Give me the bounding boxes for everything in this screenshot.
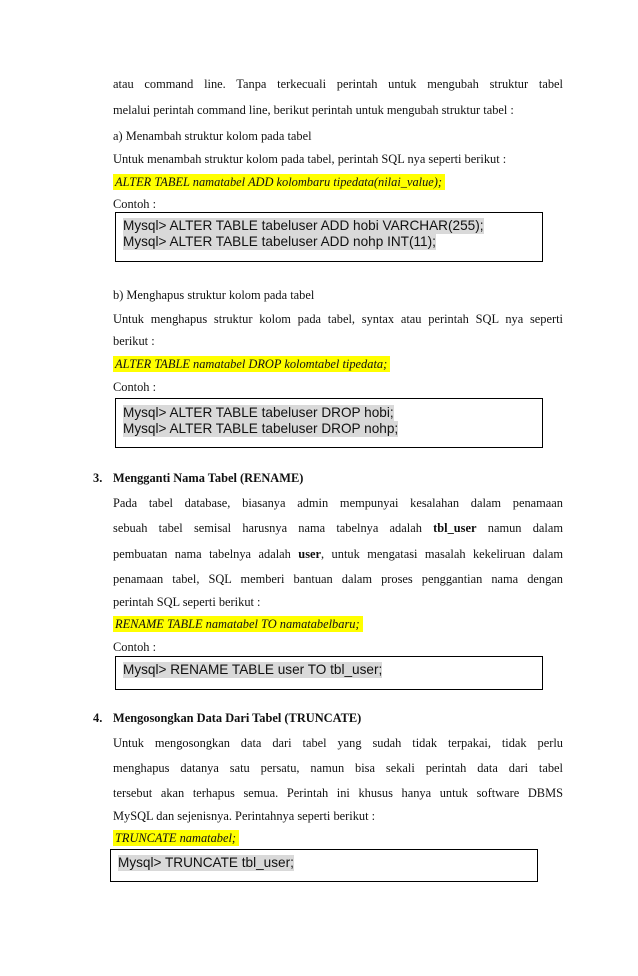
bold-user: user bbox=[298, 547, 322, 561]
section-3-line-2: sebuah tabel semisal harusnya nama tabelnya adalah tbl_user namun dalam bbox=[113, 521, 563, 535]
section-3-line-4: penamaan tabel, SQL memberi bantuan dalam proses penggantian nama dengan bbox=[113, 572, 563, 586]
section-4-line-2: menghapus datanya satu persatu, namun bisa sekali perintah data dari tabel bbox=[113, 761, 563, 775]
section-a-desc: Untuk menambah struktur kolom pada tabel, perintah SQL nya seperti berikut : bbox=[113, 152, 507, 166]
section-3-heading: Mengganti Nama Tabel (RENAME) bbox=[113, 471, 304, 485]
bold-tbl-user: tbl_user bbox=[433, 521, 477, 535]
section-3-syntax: RENAME TABLE namatabel TO namatabelbaru; bbox=[113, 616, 363, 632]
section-4-line-1: Untuk mengosongkan data dari tabel yang sudah tidak terpakai, tidak perlu bbox=[113, 736, 563, 750]
section-3-example-label: Contoh : bbox=[113, 640, 157, 654]
section-b-title: b) Menghapus struktur kolom pada tabel bbox=[113, 288, 315, 302]
section-a-title: a) Menambah struktur kolom pada tabel bbox=[113, 129, 312, 143]
code-truncate: Mysql> TRUNCATE tbl_user; bbox=[118, 855, 294, 870]
intro-line-1: atau command line. Tanpa terkecuali perintah untuk mengubah struktur tabel bbox=[113, 77, 563, 91]
code-add-hobi: Mysql> ALTER TABLE tabeluser ADD hobi VARCHAR(255); bbox=[123, 218, 484, 233]
code-add-nohp: Mysql> ALTER TABLE tabeluser ADD nohp INT(11); bbox=[123, 234, 436, 249]
section-a-example-label: Contoh : bbox=[113, 197, 157, 211]
code-drop-hobi: Mysql> ALTER TABLE tabeluser DROP hobi; bbox=[123, 405, 394, 420]
section-4-line-4: MySQL dan sejenisnya. Perintahnya seperti berikut : bbox=[113, 809, 376, 823]
section-4-number: 4. bbox=[93, 711, 103, 725]
section-4-heading: Mengosongkan Data Dari Tabel (TRUNCATE) bbox=[113, 711, 362, 725]
section-b-example-label: Contoh : bbox=[113, 380, 157, 394]
section-3-line-1: Pada tabel database, biasanya admin mempunyai kesalahan dalam penamaan bbox=[113, 496, 563, 510]
section-3-number: 3. bbox=[93, 471, 103, 485]
section-b-desc-2: berikut : bbox=[113, 334, 155, 348]
section-3-line-3: pembuatan nama tabelnya adalah user, untuk mengatasi masalah kekeliruan dalam bbox=[113, 547, 563, 561]
section-b-desc-1: Untuk menghapus struktur kolom pada tabel, syntax atau perintah SQL nya seperti bbox=[113, 312, 563, 326]
code-rename: Mysql> RENAME TABLE user TO tbl_user; bbox=[123, 662, 383, 677]
code-drop-nohp: Mysql> ALTER TABLE tabeluser DROP nohp; bbox=[123, 421, 399, 436]
section-a-syntax: ALTER TABEL namatabel ADD kolombaru tipedata(nilai_value); bbox=[113, 174, 445, 190]
section-4-line-3: tersebut akan terhapus semua. Perintah ini khusus hanya untuk software DBMS bbox=[113, 786, 563, 800]
section-b-syntax: ALTER TABLE namatabel DROP kolomtabel tipedata; bbox=[113, 356, 390, 372]
section-4-syntax: TRUNCATE namatabel; bbox=[113, 830, 239, 846]
intro-line-2: melalui perintah command line, berikut perintah untuk mengubah struktur tabel : bbox=[113, 103, 514, 117]
section-3-line-5: perintah SQL seperti berikut : bbox=[113, 595, 261, 609]
